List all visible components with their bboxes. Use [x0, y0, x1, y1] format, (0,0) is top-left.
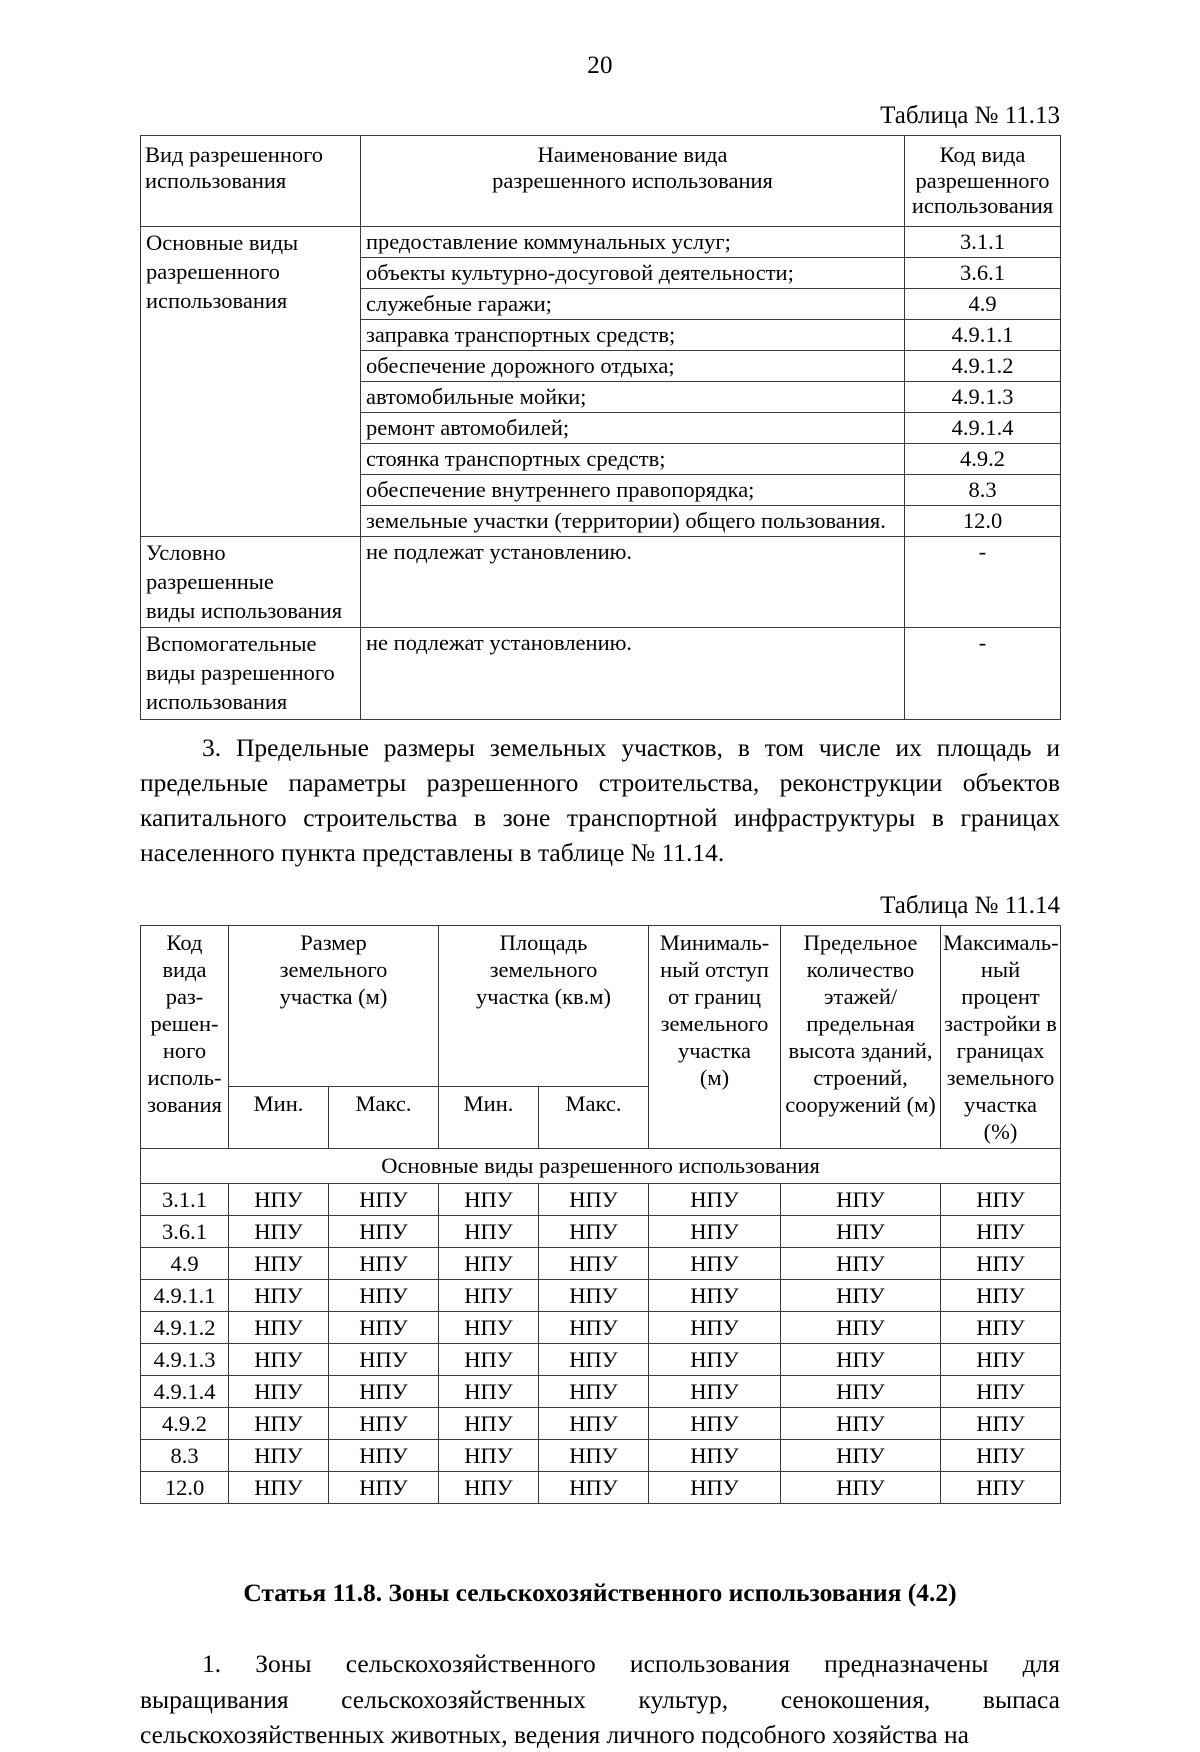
cell-area-max: НПУ [539, 1408, 649, 1440]
header-code-line1: Код вида [939, 142, 1026, 167]
cell-size-max: НПУ [329, 1376, 439, 1408]
header-code-line2: разрешенного [915, 167, 1050, 193]
table-row [141, 1472, 1061, 1504]
header-setback-line4: земельного [660, 1011, 769, 1037]
use-name: обеспечение внутреннего правопорядка; [361, 474, 905, 505]
row-code: 4.9 [141, 1248, 229, 1280]
cell-area-min: НПУ [439, 1216, 539, 1248]
cell-floors: НПУ [781, 1280, 941, 1312]
page-content [140, 102, 1060, 1752]
cell-percent: НПУ [941, 1376, 1061, 1408]
cell-setback: НПУ [649, 1184, 781, 1216]
use-name: не подлежат установлению. [361, 536, 905, 627]
use-name: предоставление коммунальных услуг; [361, 226, 905, 257]
use-code: 4.9.2 [905, 443, 1061, 474]
header-setback-line1: Минималь- [659, 930, 770, 956]
cell-floors: НПУ [781, 1344, 941, 1376]
use-code: - [905, 628, 1061, 719]
group-kind-line1: Основные виды [146, 229, 299, 255]
header-setback [649, 926, 781, 1149]
header-floors-line1: Предельное [803, 930, 918, 956]
cell-size-min: НПУ [229, 1472, 329, 1504]
group-kind-main [141, 226, 361, 536]
table-row [141, 1312, 1061, 1344]
use-code: 8.3 [905, 474, 1061, 505]
header-floors-line2: количество [806, 957, 915, 983]
header-percent-line1: Максималь- [943, 930, 1059, 956]
section-row [141, 1149, 1061, 1184]
cell-area-max: НПУ [539, 1376, 649, 1408]
cell-size-max: НПУ [329, 1216, 439, 1248]
cell-floors: НПУ [781, 1440, 941, 1472]
table-row [141, 1440, 1061, 1472]
cell-size-min: НПУ [229, 1248, 329, 1280]
cell-floors: НПУ [781, 1312, 941, 1344]
cell-area-max: НПУ [539, 1280, 649, 1312]
group-kind-line1: Вспомогательные [146, 631, 317, 657]
use-name: служебные гаражи; [361, 288, 905, 319]
row-code: 4.9.2 [141, 1408, 229, 1440]
cell-size-min: НПУ [229, 1440, 329, 1472]
cell-setback: НПУ [649, 1344, 781, 1376]
header-percent-line7: (%) [983, 1119, 1018, 1145]
cell-floors: НПУ [781, 1184, 941, 1216]
header-code-line3: раз- [165, 984, 204, 1010]
header-area-min: Мин. [439, 1087, 539, 1149]
use-name: земельные участки (территории) общего пользования. [361, 505, 905, 536]
use-code: 4.9 [905, 288, 1061, 319]
cell-setback: НПУ [649, 1376, 781, 1408]
cell-setback: НПУ [649, 1312, 781, 1344]
header-size-line2: земельного [279, 957, 388, 983]
cell-percent: НПУ [941, 1440, 1061, 1472]
cell-floors: НПУ [781, 1216, 941, 1248]
header-percent-line3: застройки в [944, 1011, 1057, 1037]
cell-area-min: НПУ [439, 1184, 539, 1216]
cell-percent: НПУ [941, 1280, 1061, 1312]
table-row [141, 536, 1061, 627]
header-size-max: Макс. [329, 1087, 439, 1149]
cell-setback: НПУ [649, 1280, 781, 1312]
cell-size-max: НПУ [329, 1408, 439, 1440]
cell-size-max: НПУ [329, 1312, 439, 1344]
header-percent-line5: земельного [946, 1065, 1055, 1091]
header-setback-line3: от границ [668, 984, 762, 1010]
cell-area-min: НПУ [439, 1472, 539, 1504]
group-kind-line3: использования [146, 688, 288, 714]
table-row [141, 1248, 1061, 1280]
row-code: 8.3 [141, 1440, 229, 1472]
cell-percent: НПУ [941, 1216, 1061, 1248]
cell-area-max: НПУ [539, 1312, 649, 1344]
cell-setback: НПУ [649, 1216, 781, 1248]
cell-area-min: НПУ [439, 1376, 539, 1408]
cell-area-max: НПУ [539, 1440, 649, 1472]
row-code: 4.9.1.3 [141, 1344, 229, 1376]
cell-size-max: НПУ [329, 1248, 439, 1280]
header-code-line7: зования [147, 1092, 222, 1118]
header-code-line5: ного [162, 1038, 207, 1064]
use-code: 4.9.1.1 [905, 319, 1061, 350]
cell-area-max: НПУ [539, 1248, 649, 1280]
row-code: 4.9.1.1 [141, 1280, 229, 1312]
cell-setback: НПУ [649, 1408, 781, 1440]
cell-area-max: НПУ [539, 1184, 649, 1216]
cell-percent: НПУ [941, 1184, 1061, 1216]
header-percent [941, 926, 1061, 1149]
cell-size-max: НПУ [329, 1280, 439, 1312]
cell-area-max: НПУ [539, 1216, 649, 1248]
cell-percent: НПУ [941, 1472, 1061, 1504]
header-code-line3: использования [911, 193, 1054, 219]
header-kind-line1: Вид разрешенного [145, 142, 324, 167]
cell-size-min: НПУ [229, 1344, 329, 1376]
header-code [905, 136, 1061, 227]
cell-floors: НПУ [781, 1376, 941, 1408]
row-code: 3.6.1 [141, 1216, 229, 1248]
cell-size-min: НПУ [229, 1376, 329, 1408]
use-name: ремонт автомобилей; [361, 412, 905, 443]
cell-size-min: НПУ [229, 1408, 329, 1440]
group-kind-line2: разрешенного [146, 258, 280, 284]
group-kind-conditional [141, 536, 361, 627]
table-row [141, 1280, 1061, 1312]
cell-size-min: НПУ [229, 1184, 329, 1216]
use-code: 3.1.1 [905, 226, 1061, 257]
header-name [361, 136, 905, 227]
header-setback-line5: участка [678, 1038, 751, 1064]
cell-setback: НПУ [649, 1248, 781, 1280]
use-name: обеспечение дорожного отдыха; [361, 350, 905, 381]
header-floors-line3: этажей/ [823, 984, 898, 1010]
cell-area-min: НПУ [439, 1280, 539, 1312]
use-name: заправка транспортных средств; [361, 319, 905, 350]
header-floors-line4: предельная [806, 1011, 915, 1037]
cell-area-min: НПУ [439, 1440, 539, 1472]
cell-size-max: НПУ [329, 1344, 439, 1376]
header-floors [781, 926, 941, 1149]
document-page [0, 52, 1200, 1750]
header-area-max: Макс. [539, 1087, 649, 1149]
cell-percent: НПУ [941, 1312, 1061, 1344]
table-11-14 [140, 925, 1061, 1504]
use-name: не подлежат установлению. [361, 628, 905, 719]
header-size-line1: Размер [300, 930, 367, 956]
table-header-row-1 [141, 926, 1061, 1087]
table-header-row [141, 136, 1061, 227]
header-floors-line7: сооружений (м) [785, 1092, 936, 1118]
use-name: автомобильные мойки; [361, 381, 905, 412]
table-row [141, 1216, 1061, 1248]
header-name-line2: разрешенного использования [492, 167, 773, 193]
table-row [141, 628, 1061, 719]
table-row [141, 1408, 1061, 1440]
row-code: 4.9.1.2 [141, 1312, 229, 1344]
header-size-min: Мин. [229, 1087, 329, 1149]
cell-size-min: НПУ [229, 1216, 329, 1248]
cell-floors: НПУ [781, 1472, 941, 1504]
header-area-line1: Площадь [499, 930, 588, 956]
cell-floors: НПУ [781, 1248, 941, 1280]
header-kind [141, 136, 361, 227]
cell-setback: НПУ [649, 1472, 781, 1504]
cell-area-min: НПУ [439, 1344, 539, 1376]
header-area [439, 926, 649, 1087]
header-code [141, 926, 229, 1149]
cell-size-min: НПУ [229, 1280, 329, 1312]
header-percent-line6: участка [964, 1092, 1037, 1118]
header-code-line6: исполь- [147, 1065, 222, 1091]
use-code: 4.9.1.3 [905, 381, 1061, 412]
cell-setback: НПУ [649, 1440, 781, 1472]
header-percent-line4: границах [956, 1038, 1045, 1064]
cell-floors: НПУ [781, 1408, 941, 1440]
use-code: 3.6.1 [905, 257, 1061, 288]
table-row [141, 1184, 1061, 1216]
article-paragraph-1: 1. Зоны сельскохозяйственного использования предназначены для выращивания сельскохозяйственных культур, сенокошения, выпаса сельскохозяйственных животных, ведения личного подсобного хозяйства на [140, 1649, 1060, 1749]
cell-area-max: НПУ [539, 1344, 649, 1376]
article-heading: Статья 11.8. Зоны сельскохозяйственного использования (4.2) [243, 1578, 957, 1608]
paragraph-3: 3. Предельные размеры земельных участков, в том числе их площадь и предельные параметры разрешенного строительства, реконструкции объектов капитального строительства в зоне транспортной инфраструктуры в границах населенного пункта представлены в таблице № 11.14. [140, 732, 1060, 868]
header-code-line2: вида [162, 957, 207, 983]
header-floors-line5: высота зданий, [788, 1038, 933, 1064]
table-row [141, 1344, 1061, 1376]
cell-area-min: НПУ [439, 1408, 539, 1440]
header-code-line4: решен- [150, 1011, 219, 1037]
page-number: 20 [587, 52, 613, 79]
table-row [141, 226, 1061, 257]
cell-size-max: НПУ [329, 1440, 439, 1472]
header-setback-line6: (м) [699, 1065, 730, 1091]
use-code: 4.9.1.4 [905, 412, 1061, 443]
header-percent-line2: ный процент [961, 957, 1040, 1010]
table-11-13-caption: Таблица № 11.13 [880, 102, 1060, 129]
group-kind-auxiliary [141, 628, 361, 719]
cell-percent: НПУ [941, 1408, 1061, 1440]
use-code: 12.0 [905, 505, 1061, 536]
header-name-line1: Наименование вида [537, 142, 728, 167]
header-floors-line6: строений, [813, 1065, 908, 1091]
header-setback-line2: ный отступ [660, 957, 769, 983]
use-name: стоянка транспортных средств; [361, 443, 905, 474]
header-size-line3: участка (м) [279, 984, 388, 1010]
use-code: 4.9.1.2 [905, 350, 1061, 381]
header-code-line1: Код [166, 930, 203, 956]
cell-size-min: НПУ [229, 1312, 329, 1344]
row-code: 12.0 [141, 1472, 229, 1504]
cell-area-max: НПУ [539, 1472, 649, 1504]
header-area-line2: земельного [489, 957, 598, 983]
use-name: объекты культурно-досуговой деятельности; [361, 257, 905, 288]
group-kind-line3: использования [146, 287, 288, 313]
cell-area-min: НПУ [439, 1248, 539, 1280]
row-code: 3.1.1 [141, 1184, 229, 1216]
use-code: - [905, 536, 1061, 627]
cell-size-max: НПУ [329, 1472, 439, 1504]
group-kind-line1: Условно разрешенные [146, 539, 274, 594]
table-row [141, 1376, 1061, 1408]
cell-area-min: НПУ [439, 1312, 539, 1344]
header-area-line3: участка (кв.м) [476, 984, 611, 1010]
header-kind-line2: использования [145, 167, 287, 193]
group-kind-line2: виды использования [146, 597, 343, 623]
table-11-13 [140, 135, 1061, 720]
cell-percent: НПУ [941, 1344, 1061, 1376]
row-code: 4.9.1.4 [141, 1376, 229, 1408]
header-size [229, 926, 439, 1087]
table-11-14-caption: Таблица № 11.14 [880, 892, 1060, 920]
cell-size-max: НПУ [329, 1184, 439, 1216]
cell-percent: НПУ [941, 1248, 1061, 1280]
group-kind-line2: виды разрешенного [146, 660, 335, 686]
section-title: Основные виды разрешенного использования [141, 1149, 1061, 1184]
